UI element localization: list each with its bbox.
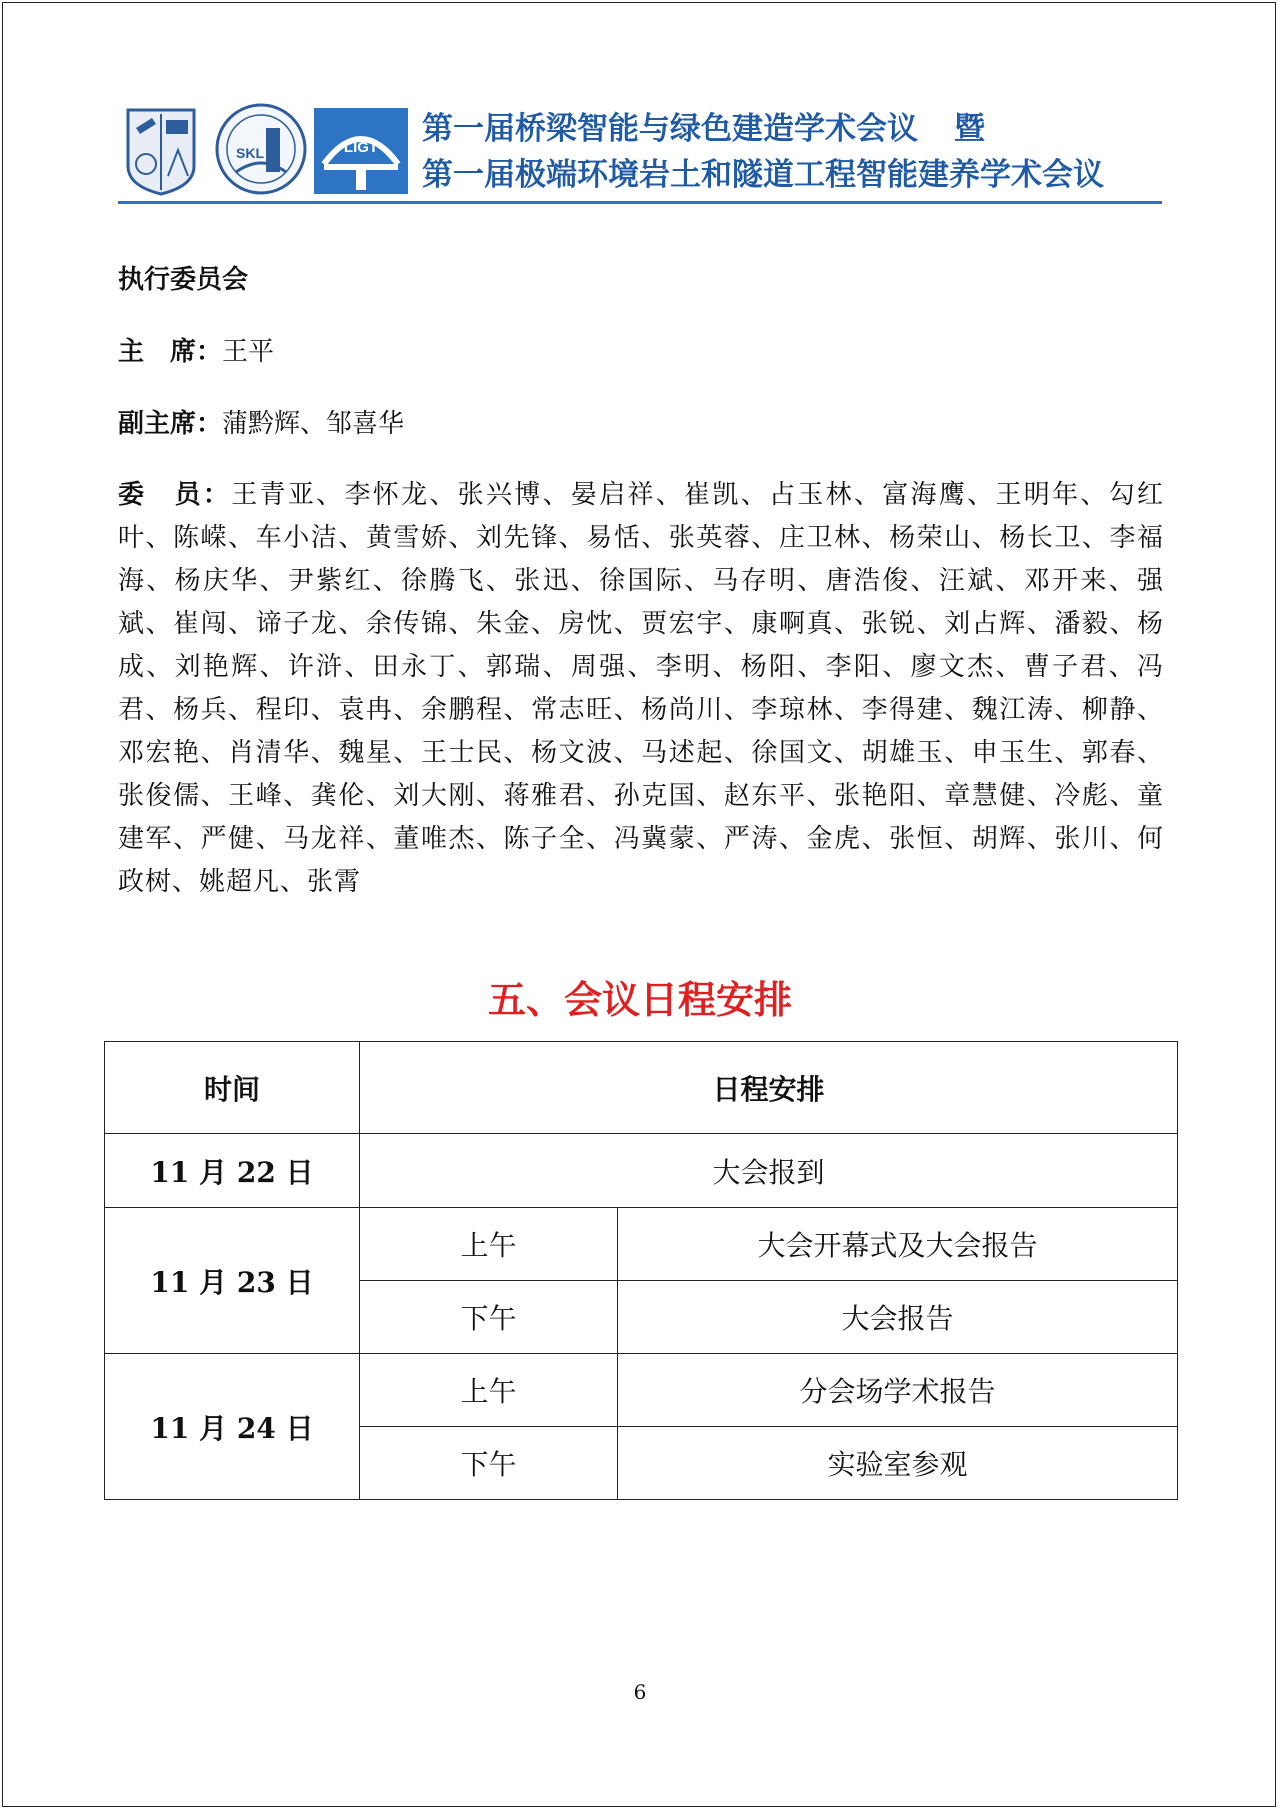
table-row (105, 1354, 1178, 1427)
svg-text:SKL: SKL (236, 145, 264, 161)
table-row (105, 1134, 1178, 1208)
date-cell: 11 月 24 日 (105, 1354, 360, 1500)
schedule-table (104, 1041, 1178, 1500)
vice-chair-line (118, 406, 1164, 442)
period-cell: 下午 (360, 1427, 618, 1500)
page-number: 6 (633, 1680, 647, 1704)
chair-name: 王平 (222, 337, 275, 367)
agenda-cell: 实验室参观 (618, 1427, 1178, 1500)
header-divider (118, 201, 1162, 204)
university-logo-icon (122, 106, 200, 196)
members-paragraph (118, 474, 1164, 904)
agenda-cell: 大会报告 (618, 1281, 1178, 1354)
col-header-time: 时间 (105, 1042, 360, 1134)
ligt-logo-icon (314, 108, 408, 194)
chair-label: 主 席： (118, 337, 223, 367)
vice-chair-names: 蒲黔辉、邹喜华 (222, 409, 405, 439)
skl-lab-logo-icon (214, 102, 308, 196)
chair-line (118, 334, 1164, 370)
agenda-cell: 大会开幕式及大会报告 (618, 1208, 1178, 1281)
period-cell: 上午 (360, 1354, 618, 1427)
period-cell: 下午 (360, 1281, 618, 1354)
schedule-heading: 五、会议日程安排 (487, 978, 792, 1022)
date-cell: 11 月 22 日 (105, 1134, 360, 1208)
members-label: 委 员： (118, 480, 232, 510)
member-names: 王青亚、李怀龙、张兴博、晏启祥、崔凯、占玉林、富海鹰、王明年、勾红叶、陈嵘、车小洁、黄雪娇、刘先锋、易恬、张英蓉、庄卫林、杨荣山、杨长卫、李福海、杨庆华、尹紫红、徐腾飞、张迅、徐国际、马存明、唐浩俊、汪斌、邓开来、强斌、崔闯、谛子龙、余传锦、朱金、房忱、贾宏宇、康啊真、张锐、刘占辉、潘毅、杨成、刘艳辉、许浒、田永丁、郭瑞、周强、李明、杨阳、李阳、廖文杰、曹子君、冯君、杨兵、程印、袁冉、余鹏程、常志旺、杨尚川、李琼林、李得建、魏江涛、柳静、邓宏艳、肖清华、魏星、王士民、杨文波、马述起、徐国文、胡雄玉、申玉生、郭春、张俊儒、王峰、龚伦、刘大刚、蒋雅君、孙克国、赵东平、张艳阳、章慧健、冷彪、童建军、严健、马龙祥、董唯杰、陈子全、冯冀蒙、严涛、金虎、张恒、胡辉、张川、何政树、姚超凡、张霄 (118, 480, 1164, 897)
vice-chair-label: 副主席： (118, 409, 223, 439)
agenda-cell: 大会报到 (360, 1134, 1178, 1208)
agenda-cell: 分会场学术报告 (618, 1354, 1178, 1427)
header-title-line2: 第一届极端环境岩土和隧道工程智能建养学术会议 (422, 157, 1104, 193)
header-title-line1: 第一届桥梁智能与绿色建造学术会议 暨 (422, 106, 1162, 152)
period-cell: 上午 (360, 1208, 618, 1281)
table-header-row (105, 1042, 1178, 1134)
date-cell: 11 月 23 日 (105, 1208, 360, 1354)
document-header (118, 100, 1162, 208)
col-header-agenda: 日程安排 (360, 1042, 1178, 1134)
committee-title: 执行委员会 (118, 265, 249, 295)
header-titles (422, 106, 1162, 198)
header-title-suffix: 暨 (954, 111, 985, 147)
table-row (105, 1208, 1178, 1281)
executive-committee-section (118, 262, 1164, 904)
svg-text:LIGT: LIGT (343, 139, 379, 156)
